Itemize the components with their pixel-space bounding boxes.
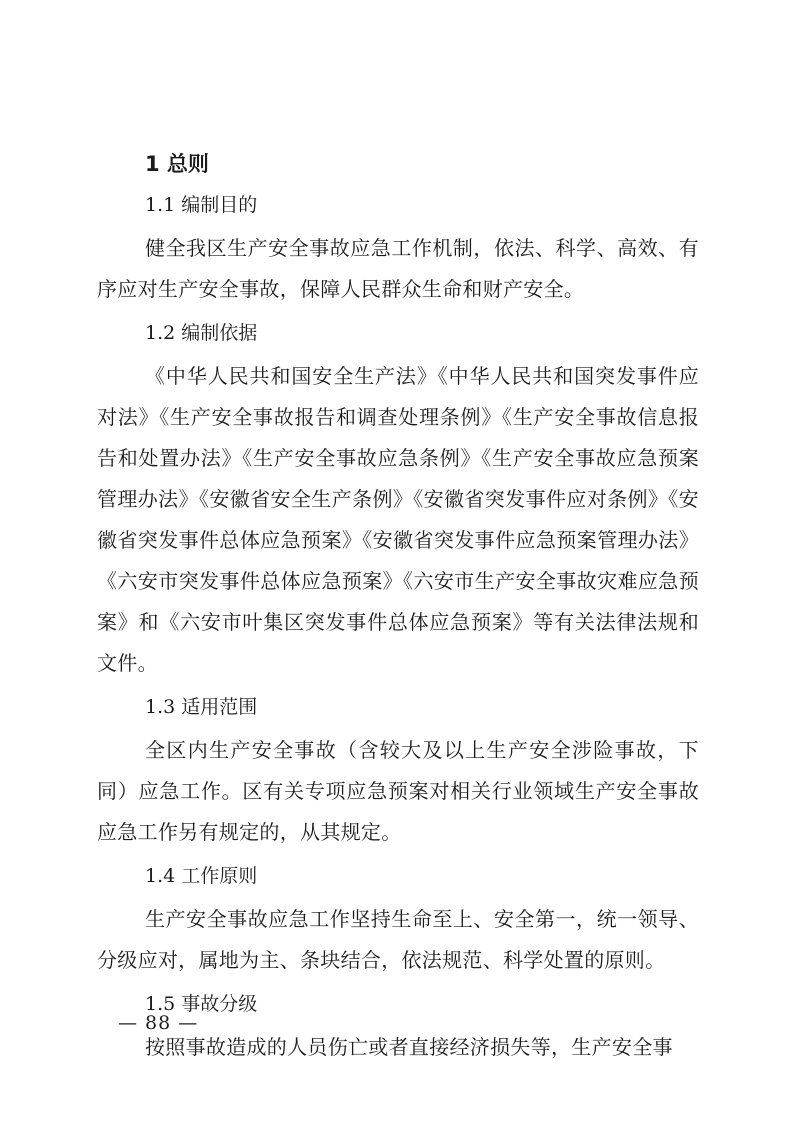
section-heading-purpose: 1.1 编制目的 — [145, 194, 258, 216]
paragraph-basis: 《中华人民共和国安全生产法》《中华人民共和国突发事件应对法》《生产安全事故报告和调查处理条例》《生产安全事故信息报告和处置办法》《生产安全事故应急条例》《生产安全事故应急预案管理办法》《安徽省安全生产条例》《安徽省突发事件应对条例》《安徽省突发事件总体应急预案》《安徽省突发事件应急预案管理办法》《六安市突发事件总体应急预案》《六安市生产安全事故灾难应急预案》和《六安市叶集区突发事件总体应急预案》等有关法律法规和文件。 — [97, 364, 699, 675]
section-heading-scope: 1.3 适用范围 — [145, 696, 258, 718]
section-heading-basis: 1.2 编制依据 — [145, 322, 258, 344]
document-body — [97, 146, 699, 1073]
section-heading-principles: 1.4 工作原则 — [145, 865, 258, 887]
paragraph-scope: 全区内生产安全事故（含较大及以上生产安全涉险事故，下同）应急工作。区有关专项应急预案对相关行业领域生产安全事故应急工作另有规定的，从其规定。 — [97, 738, 699, 844]
paragraph-classification: 按照事故造成的人员伤亡或者直接经济损失等，生产安全事 — [145, 1035, 673, 1059]
section-heading-general: 1 总则 — [145, 152, 209, 176]
section-heading-classification: 1.5 事故分级 — [145, 993, 258, 1015]
paragraph-principles: 生产安全事故应急工作坚持生命至上、安全第一，统一领导、分级应对，属地为主、条块结合，依法规范、科学处置的原则。 — [97, 907, 699, 972]
paragraph-purpose: 健全我区生产安全事故应急工作机制，依法、科学、高效、有序应对生产安全事故，保障人民群众生命和财产安全。 — [97, 236, 699, 301]
page-number: — 88 — — [118, 1012, 199, 1034]
